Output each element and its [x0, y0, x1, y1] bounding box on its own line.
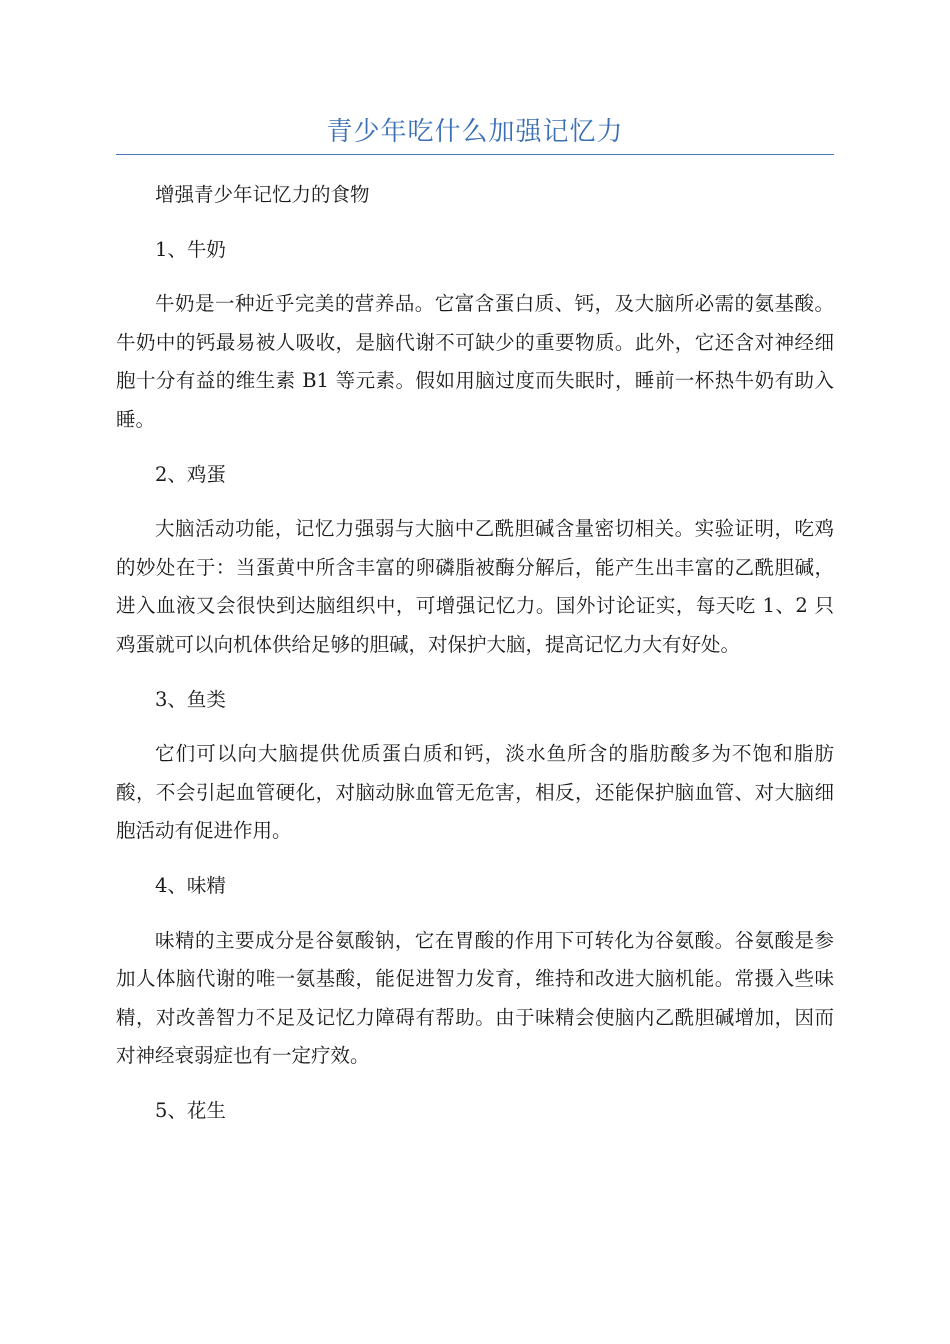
section-heading-peanut: 5、花生 [155, 1098, 226, 1122]
section-heading-msg: 4、味精 [155, 873, 226, 897]
section-heading-milk: 1、牛奶 [155, 237, 226, 261]
title-underline [116, 154, 834, 155]
paragraph-egg: 大脑活动功能，记忆力强弱与大脑中乙酰胆碱含量密切相关。实验证明，吃鸡的妙处在于：当蛋黄中所含丰富的卵磷脂被酶分解后，能产生出丰富的乙酰胆碱，进入血液又会很快到达脑组织中，可增强记忆力。国外讨论证实，每天吃 1、2 只鸡蛋就可以向机体供给足够的胆碱，对保护大脑，提高记忆力大有好处。 [116, 517, 834, 656]
paragraph-msg: 味精的主要成分是谷氨酸钠，它在胃酸的作用下可转化为谷氨酸。谷氨酸是参加人体脑代谢的唯一氨基酸，能促进智力发育，维持和改进大脑机能。常摄入些味精，对改善智力不足及记忆力障碍有帮助。由于味精会使脑内乙酰胆碱增加，因而对神经衰弱症也有一定疗效。 [116, 928, 834, 1068]
paragraph-fish: 它们可以向大脑提供优质蛋白质和钙，淡水鱼所含的脂肪酸多为不饱和脂肪酸，不会引起血管硬化，对脑动脉血管无危害，相反，还能保护脑血管、对大脑细胞活动有促进作用。 [116, 742, 834, 843]
document-title: 青少年吃什么加强记忆力 [326, 117, 624, 147]
section-heading-fish: 3、鱼类 [155, 687, 226, 711]
section-heading-egg: 2、鸡蛋 [155, 462, 226, 486]
paragraph-milk: 牛奶是一种近乎完美的营养品。它富含蛋白质、钙，及大脑所必需的氨基酸。牛奶中的钙最易被人吸收，是脑代谢不可缺少的重要物质。此外，它还含对神经细胞十分有益的维生素 B1 等元素。假如用脑过度而失眠时，睡前一杯热牛奶有助入睡。 [116, 292, 834, 431]
intro-heading: 增强青少年记忆力的食物 [155, 183, 370, 206]
document-body [116, 176, 834, 1146]
